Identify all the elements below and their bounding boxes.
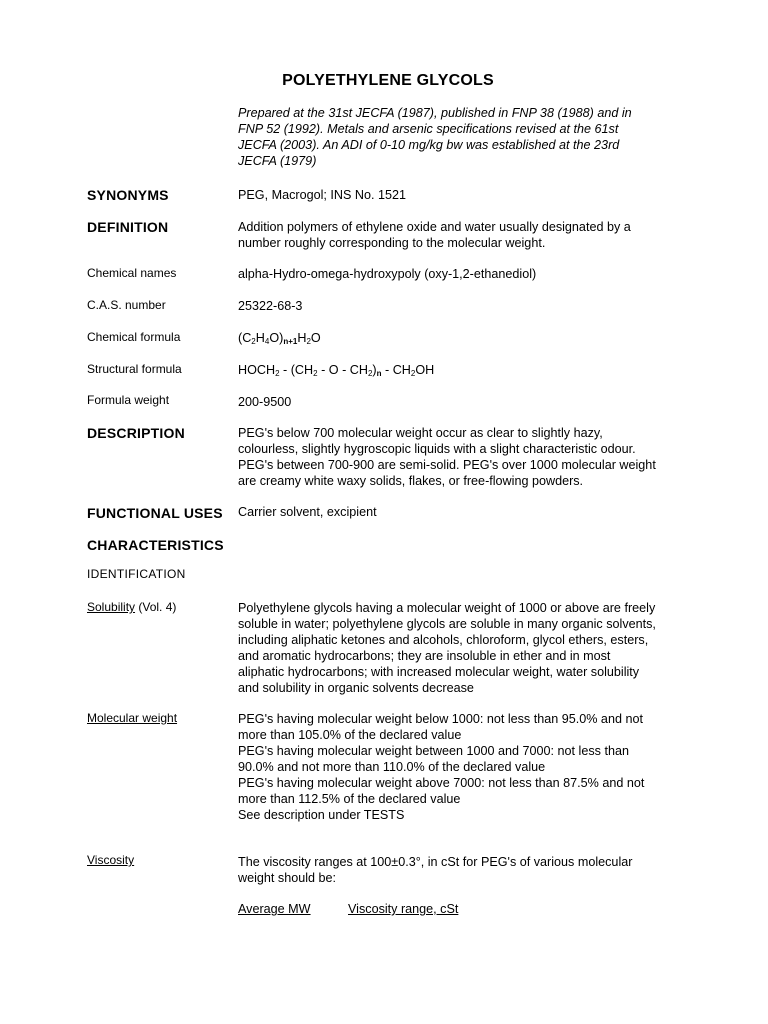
formula-part: - CH — [381, 363, 411, 377]
molecular-weight-line: more than 112.5% of the declared value — [238, 792, 461, 806]
functional-uses-value: Carrier solvent, excipient — [238, 505, 377, 519]
molecular-weight-line: See description under TESTS — [238, 808, 405, 822]
solubility-line: Polyethylene glycols having a molecular weight of 1000 or above are freely — [238, 601, 656, 615]
formula-subscript: 2 — [251, 337, 256, 346]
viscosity-table-header-average-mw: Average MW — [238, 902, 311, 916]
characteristics-heading: CHARACTERISTICS — [87, 537, 224, 553]
solubility-line: aliphatic hydrocarbons; with increased molecular weight, water solubility — [238, 665, 640, 679]
formula-part: H — [255, 331, 265, 345]
chemical-names-value: alpha-Hydro-omega-hydroxypoly (oxy-1,2-ethanediol) — [238, 267, 537, 281]
molecular-weight-value — [238, 711, 700, 823]
formula-part: O) — [269, 331, 284, 345]
formula-subscript: n+1 — [283, 337, 298, 346]
solubility-label-group — [87, 600, 232, 614]
page-title: POLYETHYLENE GLYCOLS — [282, 72, 494, 89]
intro-line: Prepared at the 31st JECFA (1987), published in FNP 38 (1988) and in — [238, 106, 632, 120]
solubility-line: including aliphatic ketones and alcohols, chloroform, glycol ethers, esters, — [238, 633, 649, 647]
formula-weight-label: Formula weight — [87, 393, 170, 407]
molecular-weight-line: PEG's having molecular weight above 7000: not less than 87.5% and not — [238, 776, 645, 790]
formula-subscript: 2 — [306, 337, 311, 346]
intro-line: JECFA (2003). An ADI of 0-10 mg/kg bw was established at the 23rd — [238, 138, 620, 152]
solubility-line: soluble in water; polyethylene glycols are soluble in many organic solvents, — [238, 617, 656, 631]
identification-heading: IDENTIFICATION — [87, 567, 186, 581]
chemical-formula-label: Chemical formula — [87, 330, 181, 344]
functional-uses-label: FUNCTIONAL USES — [87, 505, 223, 521]
formula-part: - O - CH — [317, 363, 368, 377]
formula-subscript: n — [376, 369, 382, 378]
molecular-weight-line: PEG's having molecular weight between 1000 and 7000: not less than — [238, 744, 629, 758]
definition-line: Addition polymers of ethylene oxide and water usually designated by a — [238, 220, 631, 234]
description-line: PEG's below 700 molecular weight occur as clear to slightly hazy, — [238, 426, 603, 440]
viscosity-line: weight should be: — [238, 871, 337, 885]
viscosity-line: The viscosity ranges at 100±0.3°, in cSt for PEG's of various molecular — [238, 855, 633, 869]
formula-weight-value: 200-9500 — [238, 395, 292, 409]
description-label: DESCRIPTION — [87, 425, 185, 441]
solubility-volume: (Vol. 4) — [135, 600, 177, 614]
solubility-value — [238, 600, 700, 696]
description-line: PEG's between 700-900 are semi-solid. PEG's over 1000 molecular weight — [238, 458, 656, 472]
intro-line: JECFA (1979) — [238, 154, 317, 168]
formula-subscript: 2 — [367, 369, 373, 378]
synonyms-label: SYNONYMS — [87, 187, 169, 203]
solubility-label: Solubility — [87, 600, 136, 614]
viscosity-table-header-range: Viscosity range, cSt — [348, 902, 459, 916]
chemical-names-label: Chemical names — [87, 266, 177, 280]
description-line: colourless, slightly hygroscopic liquids with a slight characteristic odour. — [238, 442, 636, 456]
molecular-weight-line: 90.0% and not more than 110.0% of the declared value — [238, 760, 546, 774]
formula-part: ) — [372, 363, 377, 377]
formula-subscript: 2 — [313, 369, 318, 378]
molecular-weight-label: Molecular weight — [87, 711, 178, 725]
intro-line: FNP 52 (1992). Metals and arsenic specifications revised at the 61st — [238, 122, 619, 136]
definition-line: number roughly corresponding to the molecular weight. — [238, 236, 546, 250]
description-line: are creamy white waxy solids, flakes, or free-flowing powders. — [238, 474, 584, 488]
definition-label: DEFINITION — [87, 219, 169, 235]
formula-subscript: 2 — [275, 369, 280, 378]
molecular-weight-line: PEG's having molecular weight below 1000: not less than 95.0% and not — [238, 712, 643, 726]
synonyms-value: PEG, Macrogol; INS No. 1521 — [238, 188, 406, 202]
formula-part: H — [297, 331, 307, 345]
intro-note — [238, 105, 688, 169]
molecular-weight-line: more than 105.0% of the declared value — [238, 728, 462, 742]
cas-number-label: C.A.S. number — [87, 298, 166, 312]
formula-part: O — [310, 331, 321, 345]
formula-part: HOCH — [238, 363, 276, 377]
formula-subscript: 4 — [264, 337, 270, 346]
viscosity-label: Viscosity — [87, 853, 135, 867]
structural-formula-value — [238, 362, 700, 382]
description-value — [238, 425, 700, 489]
viscosity-value — [238, 854, 700, 886]
structural-formula-label: Structural formula — [87, 362, 182, 376]
chemical-formula-value — [238, 330, 700, 350]
cas-number-value: 25322-68-3 — [238, 299, 303, 313]
formula-subscript: 2 — [410, 369, 416, 378]
definition-value — [238, 219, 700, 251]
solubility-line: and aromatic hydrocarbons; they are insoluble in ether and in most — [238, 649, 611, 663]
formula-part: (C — [238, 331, 252, 345]
solubility-line: and solubility in organic solvents decrease — [238, 681, 474, 695]
formula-part: - (CH — [279, 363, 314, 377]
formula-part: OH — [415, 363, 435, 377]
